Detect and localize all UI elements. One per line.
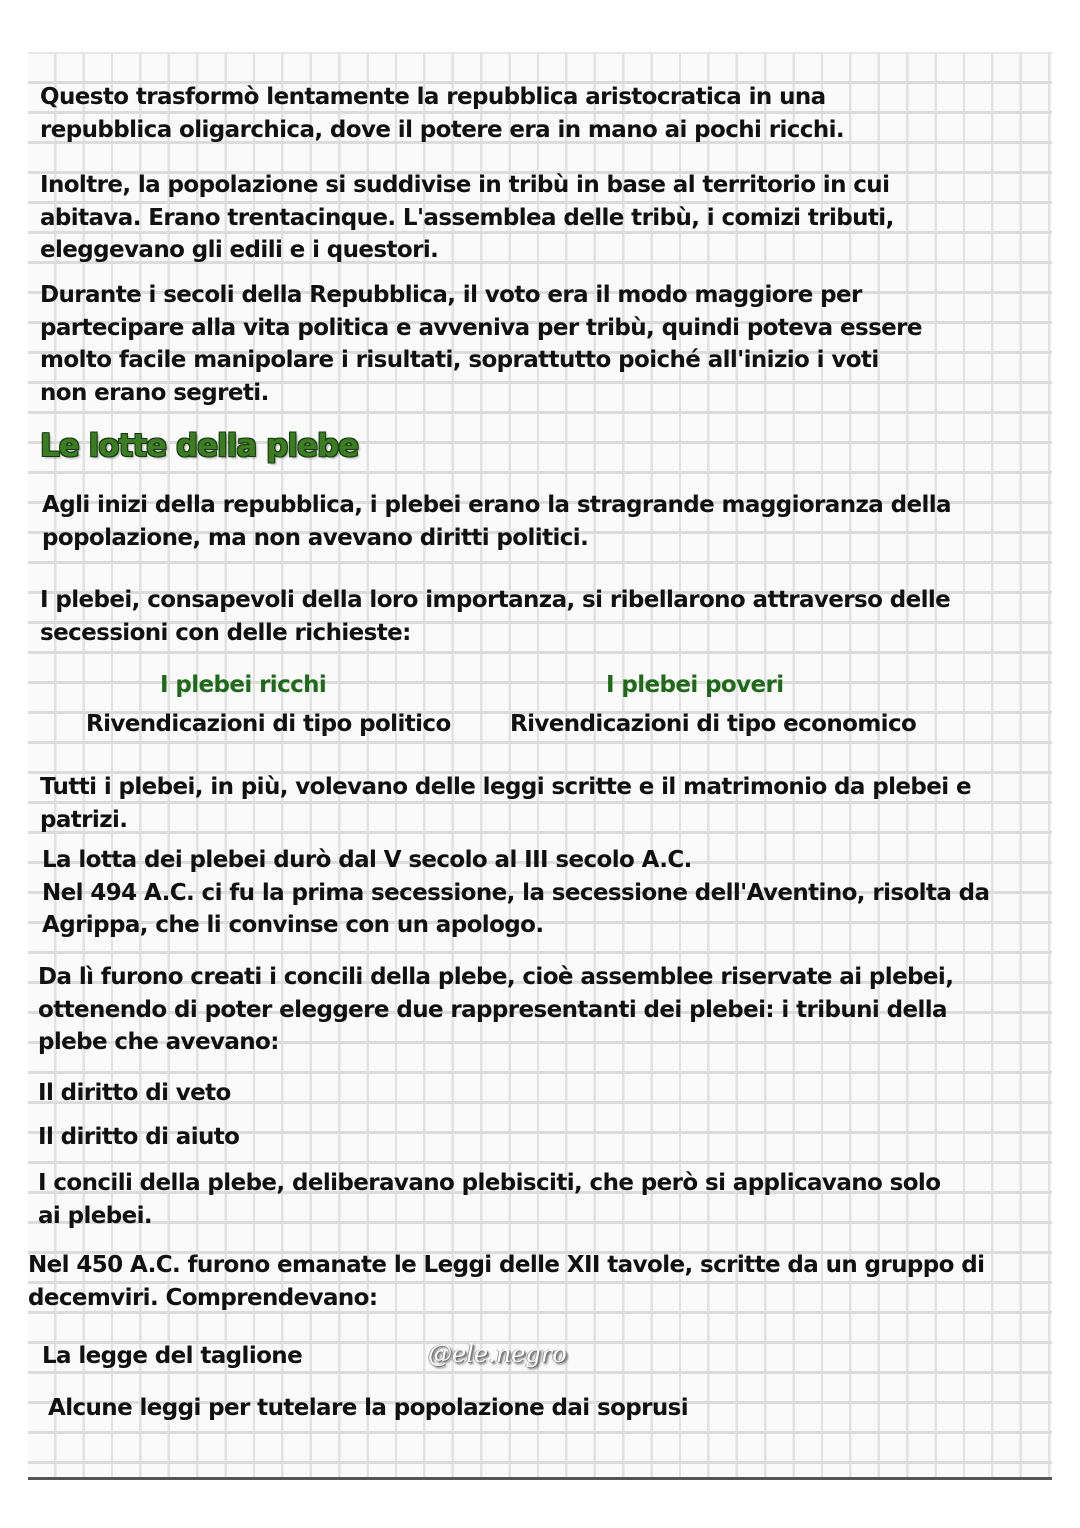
watermark: @ele.negro xyxy=(428,1340,567,1368)
paragraph-struggle: La lotta dei plebei durò dal V secolo al III secolo A.C. Nel 494 A.C. ci fu la prima secessione, la secessione dell'Aventino, risolta da Agrippa, che li convinse con un apologo. xyxy=(42,847,990,938)
law-protection: Alcune leggi per tutelare la popolazione dai soprusi xyxy=(48,1395,689,1421)
paragraph-secessions: I plebei, consapevoli della loro importanza, si ribellarono attraverso delle secessioni con delle richieste: xyxy=(40,587,951,646)
paragraph-twelve-tables: Nel 450 A.C. furono emanate le Leggi delle XII tavole, scritte da un gruppo di decemviri. Comprendevano: xyxy=(28,1252,985,1311)
law-retaliation: La legge del taglione xyxy=(42,1343,303,1369)
paragraph-oligarchy: Questo trasformò lentamente la repubblica aristocratica in una repubblica oligarchica, dove il potere era in mano ai pochi ricchi. xyxy=(40,84,845,143)
right-aid: Il diritto di aiuto xyxy=(38,1124,240,1150)
heading-rich-plebeians: I plebei ricchi xyxy=(160,672,327,698)
paragraph-plebiscites: I concili della plebe, deliberavano plebisciti, che però si applicavano solo ai plebei. xyxy=(38,1170,941,1229)
paragraph-councils: Da lì furono creati i concili della plebe, cioè assemblee riservate ai plebei, ottenendo di poter eleggere due rappresentanti dei plebei: i tribuni della plebe che avevano: xyxy=(38,964,954,1055)
section-title: Le lotte della plebe xyxy=(40,428,359,464)
rich-plebeians-demands: Rivendicazioni di tipo politico xyxy=(86,711,451,737)
paragraph-plebeians-intro: Agli inizi della repubblica, i plebei erano la stragrande maggioranza della popolazione, ma non avevano diritti politici. xyxy=(42,492,951,551)
paragraph-voting: Durante i secoli della Repubblica, il voto era il modo maggiore per partecipare alla vita politica e avveniva per tribù, quindi poteva essere molto facile manipolare i risultati, soprattutto poiché all'inizio i voti non erano segreti. xyxy=(40,282,922,406)
heading-poor-plebeians: I plebei poveri xyxy=(606,672,784,698)
paragraph-tribes: Inoltre, la popolazione si suddivise in tribù in base al territorio in cui abitava. Erano trentacinque. L'assemblea delle tribù, i comizi tributi, eleggevano gli edili e i questori. xyxy=(40,172,894,263)
right-veto: Il diritto di veto xyxy=(38,1080,231,1106)
poor-plebeians-demands: Rivendicazioni di tipo economico xyxy=(510,711,917,737)
paragraph-written-laws: Tutti i plebei, in più, volevano delle leggi scritte e il matrimonio da plebei e patrizi. xyxy=(40,774,971,833)
